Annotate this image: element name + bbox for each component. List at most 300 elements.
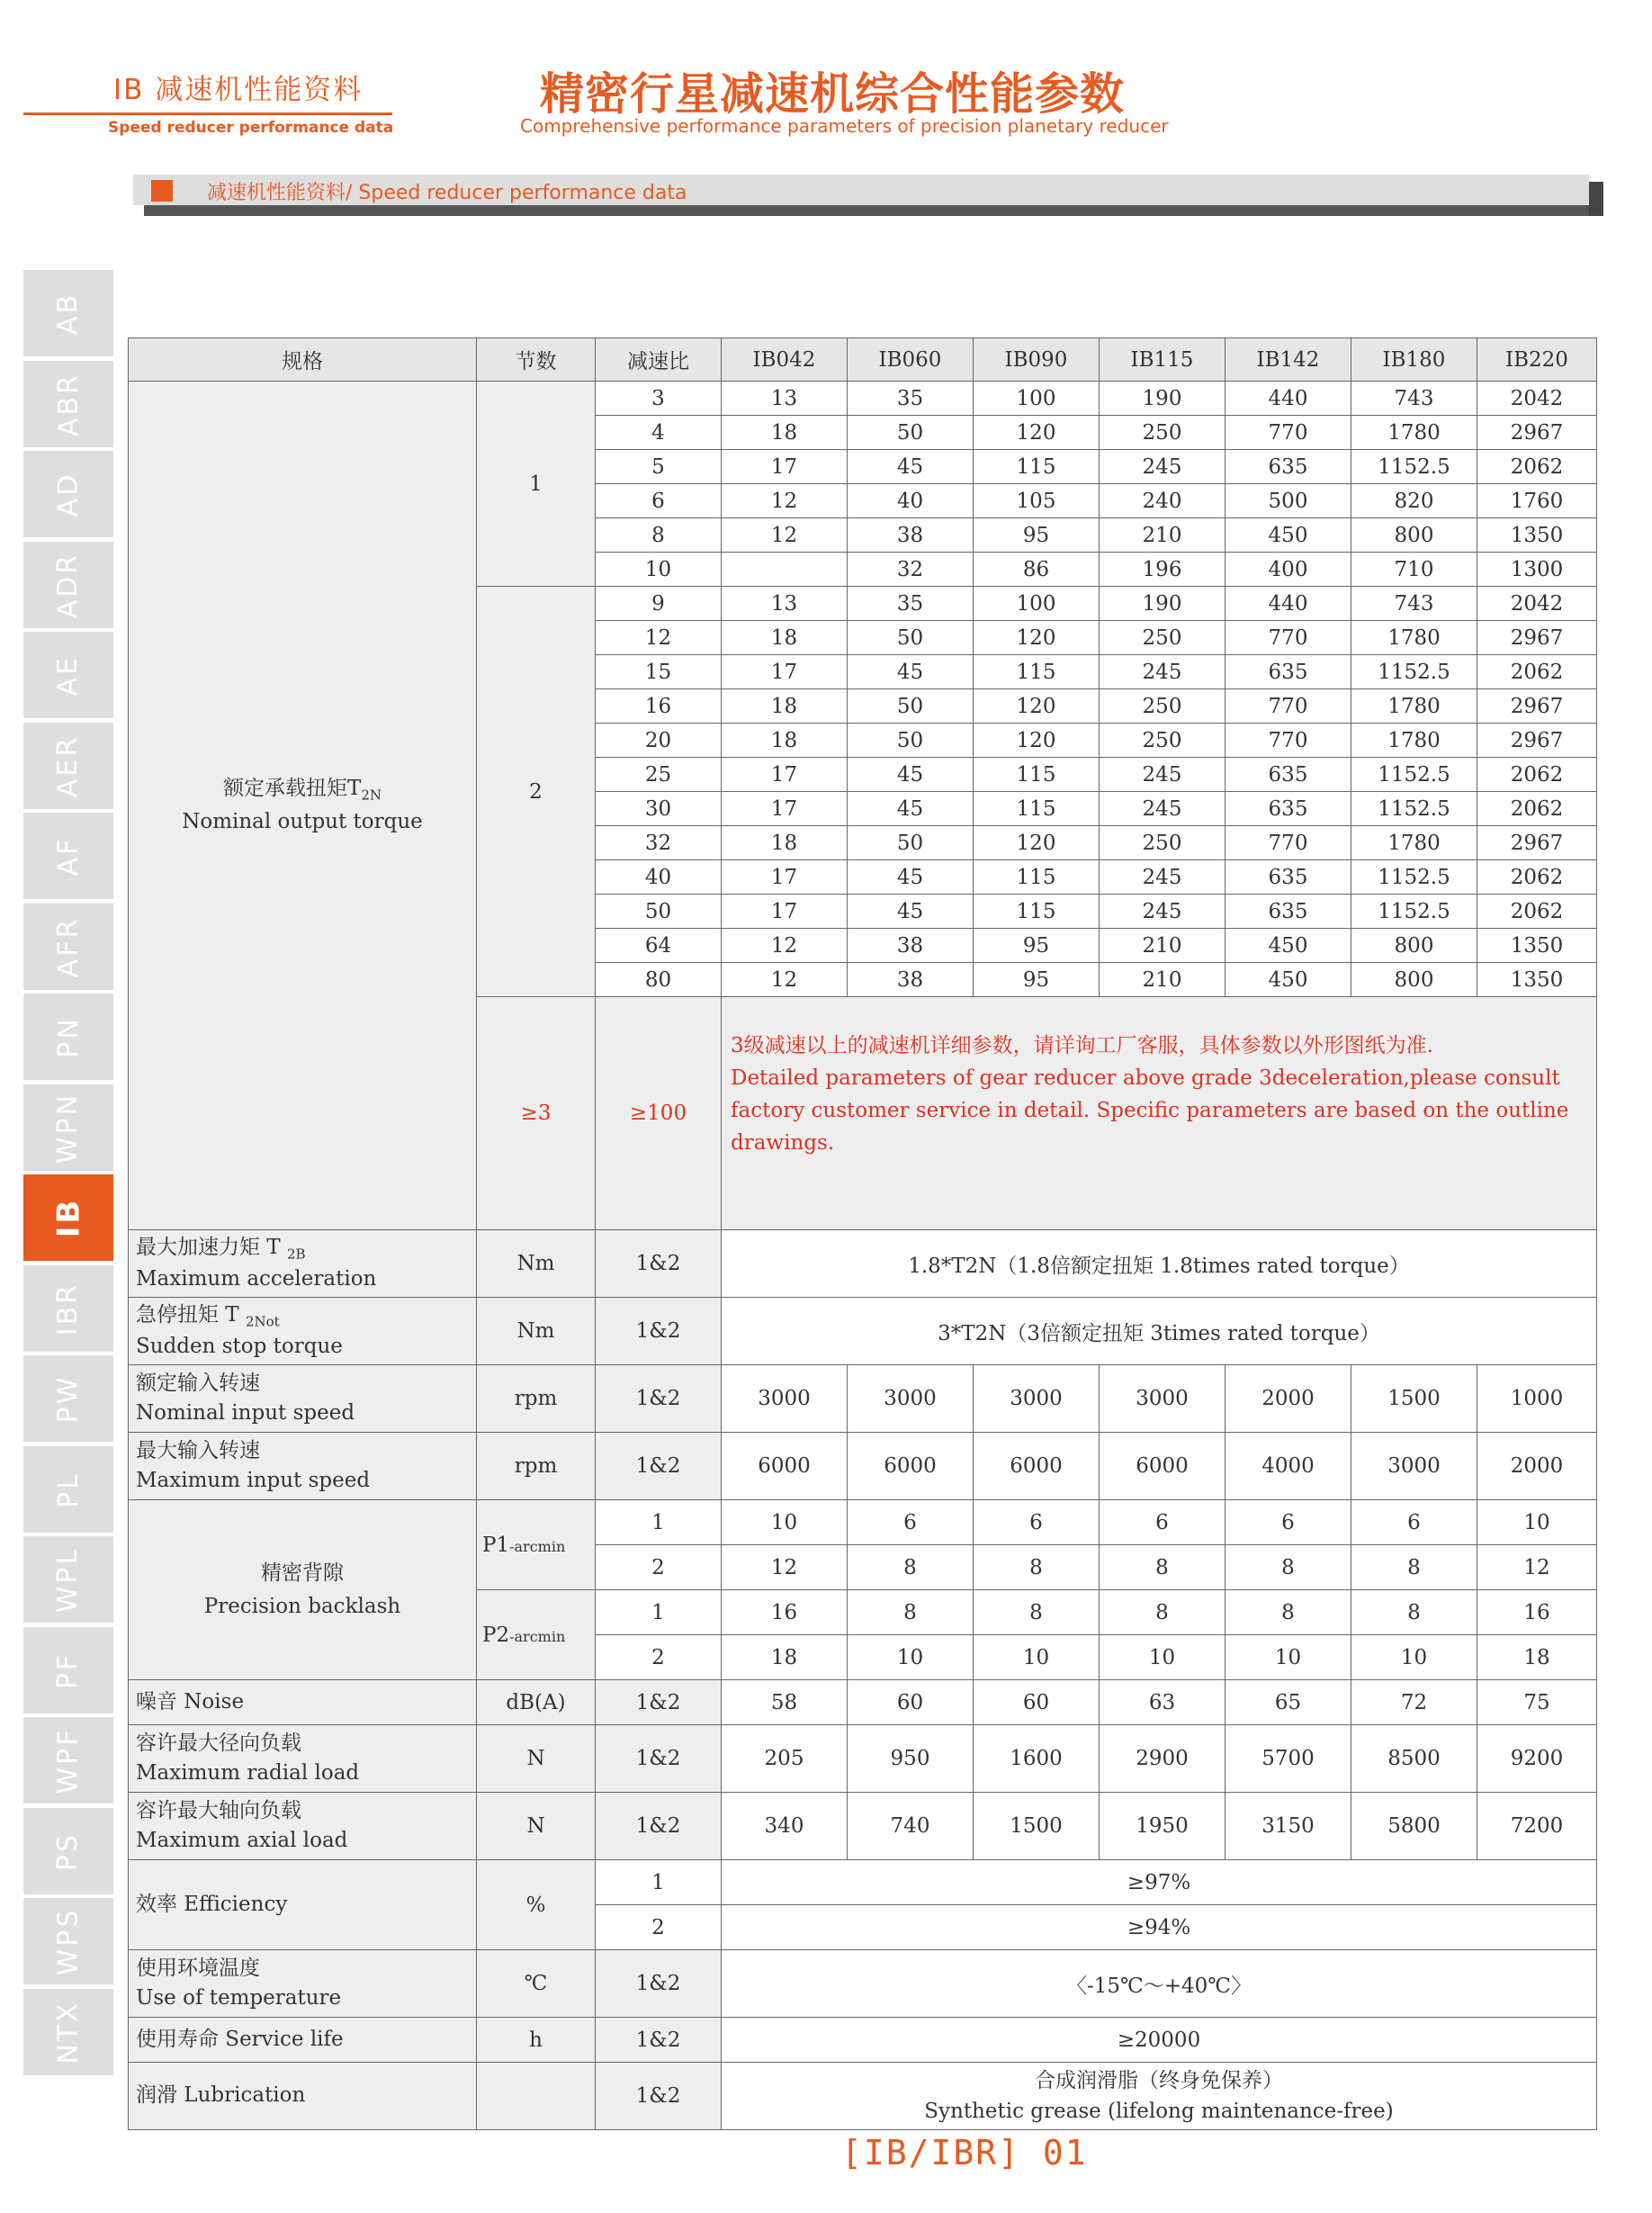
value-cell [1477,382,1597,416]
header-label: 减速比 [627,350,689,373]
table-cell: 190 [1142,386,1182,410]
value-cell [1100,724,1226,758]
table-cell: 245 [1142,865,1182,889]
temperature-cn: 使用环境温度 [136,1956,260,1980]
torque-label-en: Nominal output torque [182,810,423,834]
value-cell [722,416,848,450]
side-tab-ib[interactable] [23,1174,113,1261]
table-cell: 250 [1142,694,1182,718]
value-cell [848,1365,974,1433]
table-cell: 743 [1394,386,1434,410]
table-cell: 38 [896,967,924,992]
value-cell [1226,621,1351,655]
side-tab-label: PW [52,1374,85,1423]
stage-cell [596,2018,722,2063]
value-cell [1100,963,1226,997]
ratio-value: 30 [644,796,672,821]
stage: 1&2 [635,1252,681,1275]
value-cell [1477,1365,1597,1433]
stop-torque-value [722,1298,1597,1365]
table-cell: 50 [896,694,924,718]
header-label: 节数 [515,350,557,373]
ratio-cell [596,621,722,655]
side-tab-label: WPS [52,1907,85,1975]
table-cell: 95 [1022,967,1050,992]
value-cell [1351,895,1477,929]
unit-cell [477,1860,596,1950]
table-cell: 115 [1016,762,1056,787]
header-label: IB220 [1505,347,1568,372]
table-cell: 8 [1407,1555,1421,1579]
side-tab-ae[interactable] [23,632,113,718]
value-cell [974,1545,1100,1590]
value-cell [1226,518,1351,553]
table-cell: 2042 [1510,591,1564,616]
torque-label-cn: 额定承载扭矩T [222,776,362,800]
unit-cell [477,1680,596,1725]
side-tab-adr[interactable] [23,542,113,628]
value-cell [1100,758,1226,792]
ratio-value: 64 [644,933,672,958]
table-cell: 100 [1016,386,1056,410]
torque-label-sub: 2N [361,787,382,804]
backlash-class-cell [477,1590,596,1680]
table-cell: 210 [1142,967,1182,992]
noise-label: 噪音 Noise [136,1689,245,1714]
value-cell [1100,1365,1226,1433]
table-cell: 32 [896,557,924,581]
value-cell [1477,621,1597,655]
backlash-class: P2 [482,1623,510,1647]
table-cell: 10 [1022,1645,1050,1669]
value-cell [974,655,1100,689]
max-input-speed-label-cell [129,1433,477,1500]
side-tab-pw[interactable] [23,1355,113,1442]
temperature-value [722,1950,1597,2018]
table-cell: 1780 [1387,728,1441,752]
service-life-value [722,2018,1597,2063]
table-cell: 1350 [1510,523,1564,547]
side-tab-af[interactable] [23,813,113,899]
table-cell: 8 [1029,1555,1043,1579]
table-cell: 3000 [1387,1454,1441,1478]
side-tab-wpf[interactable] [23,1717,113,1804]
table-cell: 45 [896,899,924,923]
value-cell [1351,860,1477,895]
value-cell [1351,587,1477,621]
value-cell [1351,792,1477,826]
side-tab-pn[interactable] [23,994,113,1080]
value-cell [848,689,974,724]
table-cell: 63 [1148,1690,1176,1714]
ratio-value: 5 [651,454,665,479]
stage-cell [596,1635,722,1680]
service-life-label: 使用寿命 Service life [136,2027,344,2051]
ratio-cell [596,826,722,860]
table-cell: 10 [770,1510,798,1534]
stage: 1&2 [635,2084,681,2108]
stop-torque-cn: 急停扭矩 T [136,1302,239,1327]
table-cell: 1780 [1387,694,1441,718]
table-cell: 245 [1142,762,1182,787]
value-cell [722,1545,848,1590]
table-cell: 120 [1016,831,1056,855]
header-cell [1351,338,1477,382]
value-cell [1100,621,1226,655]
table-cell: 1152.5 [1378,762,1450,787]
table-cell: 240 [1142,489,1182,513]
table-cell: 8 [1029,1600,1043,1624]
table-cell: 115 [1016,660,1056,684]
value-cell [1100,587,1226,621]
side-tab-ibr[interactable] [23,1265,113,1352]
noise-label-cell [129,1680,477,1725]
table-cell: 190 [1142,591,1182,616]
table-cell: 45 [896,762,924,787]
table-cell: 210 [1142,933,1182,958]
table-row [129,1860,1597,1905]
table-cell: 18 [770,694,798,718]
value-cell [1100,1545,1226,1590]
table-cell: 16 [1523,1600,1550,1624]
header-label: 规格 [282,350,323,373]
table-cell: 16 [770,1600,798,1624]
side-tab-wpn[interactable] [23,1084,113,1171]
table-cell: 45 [896,454,924,479]
value-cell [974,416,1100,450]
table-cell: 105 [1016,489,1056,513]
side-tab-wpl[interactable] [23,1536,113,1623]
table-cell: 635 [1268,865,1308,889]
value-cell [1477,929,1597,963]
unit-cell [477,1725,596,1793]
stage-cell [596,1433,722,1500]
ratio-cell [596,518,722,553]
table-cell: 12 [770,967,798,992]
side-tab-label: NTX [52,2000,85,2065]
table-cell: 500 [1268,489,1308,513]
side-tab-afr[interactable] [23,904,113,990]
table-cell: 10 [1400,1645,1428,1669]
unit: N [526,1814,545,1838]
table-cell: 250 [1142,625,1182,650]
side-tab-ad[interactable] [23,451,113,537]
value-cell [848,826,974,860]
table-row [129,1500,1597,1545]
table-cell: 2062 [1510,454,1564,479]
table-cell: 800 [1394,933,1434,958]
side-tab-ab[interactable] [23,270,113,356]
value-cell [722,860,848,895]
stage-cell [596,1365,722,1433]
ratio-cell [596,484,722,518]
value-cell [1351,450,1477,484]
value-cell [1100,1793,1226,1860]
table-cell: 50 [896,728,924,752]
header-label: IB042 [752,347,816,372]
note-en: Detailed parameters of gear reducer above grade 3deceleration,please consult factory customer service in detail. Specific parameters are based on the outline drawings. [731,1066,1569,1155]
page-title: 精密行星减速机综合性能参数 [540,68,1126,120]
efficiency-label-cell [129,1860,477,1950]
table-cell: 8500 [1387,1747,1441,1770]
table-cell: 740 [890,1814,930,1838]
value-cell [974,1433,1100,1500]
value-cell [848,1590,974,1635]
table-cell: 45 [896,796,924,821]
ratio-cell [596,655,722,689]
table-cell: 18 [1523,1645,1550,1669]
stop-torque-en: Sudden stop torque [136,1335,343,1358]
value-cell [1226,382,1351,416]
value-cell [1477,963,1597,997]
side-tab-label: AB [52,292,85,335]
ratio-value: ≥100 [629,1102,687,1125]
value-cell [1351,826,1477,860]
table-cell: 3000 [884,1387,937,1410]
table-row [129,1365,1597,1433]
ratio-value: 80 [644,967,672,992]
max-input-speed-en: Maximum input speed [136,1469,371,1492]
backlash-en: Precision backlash [203,1594,401,1618]
value-cell [1100,1680,1226,1725]
unit: dB(A) [506,1690,566,1714]
value-cell [1226,1793,1351,1860]
value-cell [848,416,974,450]
stage-cell [596,1298,722,1365]
table-cell: 120 [1016,728,1056,752]
value-cell [1100,1500,1226,1545]
table-cell: 35 [896,591,924,616]
stage: 1&2 [635,1747,681,1770]
max-accel-label-cell [129,1230,477,1298]
table-cell: 2967 [1510,420,1564,445]
table-cell: 8 [1281,1555,1295,1579]
stage: 1 [651,1510,665,1534]
value-cell [974,826,1100,860]
table-cell: 3000 [758,1387,811,1410]
stage: 2 [651,1645,665,1669]
table-cell: 60 [1022,1690,1050,1714]
table-header-row [129,338,1597,382]
value-cell [1477,1590,1597,1635]
table-cell: 1152.5 [1378,899,1450,923]
brand-subtitle: Speed reducer performance data [108,119,394,137]
stage: 1&2 [635,1319,681,1343]
stage-cell [596,1950,722,2018]
side-tab-wps[interactable] [23,1898,113,1984]
table-cell: 2967 [1510,694,1564,718]
value-cell [848,860,974,895]
value-cell [722,655,848,689]
stage-cell [596,1545,722,1590]
value-cell [974,1365,1100,1433]
ratio-value: 15 [644,660,672,684]
value-cell [1477,1725,1597,1793]
side-tab-label: WPF [52,1726,85,1795]
value-cell [1477,553,1597,587]
value-cell [1226,724,1351,758]
value-cell [722,929,848,963]
table-cell: 770 [1268,831,1308,855]
table-cell: 743 [1394,591,1434,616]
side-tab-pl[interactable] [23,1446,113,1533]
unit-cell [477,2018,596,2063]
stage-cell [596,1793,722,1860]
header-label: IB090 [1004,347,1068,372]
value-cell [1351,689,1477,724]
value-cell [1351,1635,1477,1680]
table-cell: 2062 [1510,762,1564,787]
value-cell [1100,484,1226,518]
max-input-speed-cn: 最大输入转速 [136,1438,260,1462]
side-tab-aer[interactable] [23,723,113,809]
table-cell: 2000 [1510,1454,1564,1478]
stage: 1 [651,1600,665,1624]
table-cell: 18 [770,420,798,445]
table-cell: 1350 [1510,933,1564,958]
table-cell: 1000 [1510,1387,1564,1410]
table-cell: 86 [1022,557,1050,581]
value-cell [1351,929,1477,963]
value-text: 3*T2N（3倍额定扭矩 3times rated torque） [938,1321,1380,1345]
value-cell [848,792,974,826]
header-cell [596,338,722,382]
side-tab-abr[interactable] [23,361,113,447]
table-cell: 250 [1142,728,1182,752]
value-cell [1477,484,1597,518]
value-cell [1351,553,1477,587]
section-label: 减速机性能资料/ Speed reducer performance data [207,182,687,204]
value-cell [722,792,848,826]
side-tab-label: AD [52,472,85,517]
table-cell: 1300 [1510,557,1564,581]
value-cell [848,895,974,929]
spec-table [128,337,1597,2130]
input-speed-cn: 额定输入转速 [136,1371,260,1395]
value-cell [1226,929,1351,963]
stage-cell [596,1230,722,1298]
ratio-cell [596,450,722,484]
header-cell [722,338,848,382]
value-cell [722,758,848,792]
stage-cell [596,1680,722,1725]
value-cell [1351,758,1477,792]
value-cell [1100,689,1226,724]
value-cell [1226,860,1351,895]
stage3-note [722,997,1597,1230]
temperature-label-cell [129,1950,477,2018]
table-cell: 6000 [758,1454,811,1478]
table-cell: 1152.5 [1378,865,1450,889]
axial-load-en: Maximum axial load [136,1829,348,1852]
table-row [129,1230,1597,1298]
brand-title: IB 减速机性能资料 [113,74,364,106]
side-tab-pf[interactable] [23,1627,113,1714]
ratio-value: 9 [651,591,665,616]
value-cell [722,1725,848,1793]
value-cell [722,689,848,724]
side-tab-ps[interactable] [23,1808,113,1894]
ratio-value: 10 [644,557,672,581]
table-cell: 72 [1400,1690,1428,1714]
value-cell [848,1635,974,1680]
value-cell [1351,1725,1477,1793]
max-accel-value [722,1230,1597,1298]
value-cell [1226,484,1351,518]
table-cell: 10 [1274,1645,1302,1669]
table-cell: 4000 [1261,1454,1315,1478]
value-cell [974,1725,1100,1793]
side-tab-label: IB [49,1197,86,1238]
header-cell [477,338,596,382]
value-cell [848,1725,974,1793]
value-cell [848,724,974,758]
table-cell: 245 [1142,899,1182,923]
stage-cell [596,1590,722,1635]
table-cell: 2042 [1510,386,1564,410]
value-cell [848,382,974,416]
value-cell [1100,382,1226,416]
table-cell: 50 [896,831,924,855]
value-cell [848,1545,974,1590]
ratio-cell [596,963,722,997]
unit-cell [477,1298,596,1365]
value-cell [974,587,1100,621]
header-label: IB060 [878,347,942,372]
table-row [129,1793,1597,1860]
value-cell [848,484,974,518]
table-cell: 1152.5 [1378,454,1450,479]
value-cell [848,450,974,484]
table-cell: 950 [890,1747,930,1770]
table-cell: 8 [1155,1555,1169,1579]
value-cell [1477,689,1597,724]
axial-load-cn: 容许最大轴向负载 [136,1798,301,1822]
side-tab-label: AF [52,836,85,876]
table-cell: 1500 [1010,1814,1063,1838]
section-square-icon [151,180,173,202]
unit: h [529,2028,543,2052]
header-cell [974,338,1100,382]
side-tab-ntx[interactable] [23,1989,113,2075]
value-cell [974,724,1100,758]
table-cell: 50 [896,625,924,650]
table-cell: 1780 [1387,625,1441,650]
table-cell: 18 [770,1645,798,1669]
table-cell: 450 [1268,523,1308,547]
max-accel-en: Maximum acceleration [136,1267,377,1291]
table-cell: 2062 [1510,899,1564,923]
value-cell [1351,1680,1477,1725]
stage: 1&2 [635,1387,681,1410]
value-cell [1100,860,1226,895]
side-tab-label: AER [52,734,85,797]
axial-load-label-cell [129,1793,477,1860]
value-cell [1226,689,1351,724]
value-cell [1100,929,1226,963]
table-cell: 635 [1268,899,1308,923]
table-cell: 710 [1394,557,1434,581]
value-cell [848,587,974,621]
ratio-cell [596,860,722,895]
table-cell: 12 [770,933,798,958]
ratio-cell [596,758,722,792]
table-cell: 115 [1016,899,1056,923]
value-text: 〈-15℃～+40℃〉 [1065,1974,1252,1998]
table-cell: 210 [1142,523,1182,547]
value-cell [722,1365,848,1433]
table-cell: 17 [770,762,798,787]
